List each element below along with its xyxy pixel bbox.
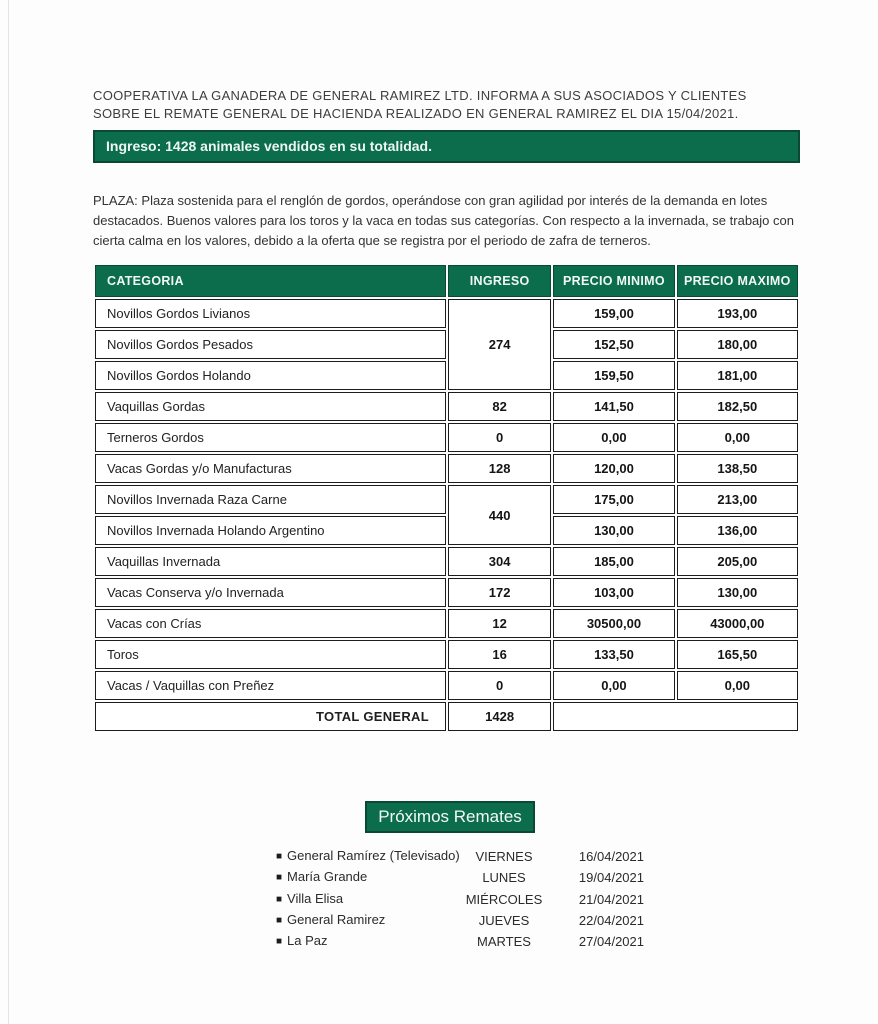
table-row: [95, 485, 798, 514]
precio-minimo-cell: 0,00: [553, 423, 674, 452]
precio-maximo-cell: 0,00: [677, 671, 798, 700]
precio-minimo-cell: 30500,00: [553, 609, 674, 638]
category-cell: Novillos Gordos Holando: [95, 361, 446, 390]
auction-place: [276, 931, 454, 952]
precio-minimo-cell: 141,50: [553, 392, 674, 421]
square-bullet-icon: ■: [276, 936, 283, 948]
ingreso-cell: 440: [448, 485, 551, 545]
table-row: [95, 423, 798, 452]
auction-date: 22/04/2021: [578, 912, 644, 928]
precio-minimo-cell: 130,00: [553, 516, 674, 545]
precio-maximo-cell: 193,00: [677, 299, 798, 328]
total-row: [95, 702, 798, 731]
ingreso-banner: Ingreso: 1428 animales vendidos en su totalidad.: [93, 130, 800, 163]
category-cell: Toros: [95, 640, 446, 669]
auction-place: [276, 910, 454, 931]
auction-results-table: [93, 263, 800, 733]
precio-maximo-cell: 180,00: [677, 330, 798, 359]
auction-date: 27/04/2021: [578, 934, 644, 950]
auction-day: JUEVES: [478, 912, 530, 928]
precio-maximo-cell: 213,00: [677, 485, 798, 514]
auction-day: VIERNES: [475, 849, 533, 864]
list-item: [276, 867, 644, 888]
auction-place-label: María Grande: [287, 869, 368, 885]
category-cell: Novillos Invernada Raza Carne: [95, 485, 446, 514]
ingreso-cell: 0: [448, 423, 551, 452]
upcoming-auctions-list: [276, 846, 644, 952]
precio-maximo-cell: 181,00: [677, 361, 798, 390]
auction-place-label: La Paz: [287, 933, 328, 949]
category-cell: Terneros Gordos: [95, 423, 446, 452]
precio-minimo-cell: 159,50: [553, 361, 674, 390]
auction-day: LUNES: [482, 870, 526, 886]
ingreso-cell: 304: [448, 547, 551, 576]
precio-minimo-cell: 175,00: [553, 485, 674, 514]
table-row: [95, 671, 798, 700]
list-item: [276, 846, 644, 867]
auction-place-label: Villa Elisa: [287, 890, 344, 906]
table-row: [95, 392, 798, 421]
list-item: [276, 931, 644, 952]
table-row: [95, 547, 798, 576]
plaza-paragraph: PLAZA: Plaza sostenida para el renglón de gordos, operándose con gran agilidad por interés de la demanda en lotes destacados. Buenos valores para los toros y la vaca en todas sus categorías. Con respecto a la invernada, se trabajo con cierta calma en los valores, debido a la oferta que se registra por el periodo de zafra de terneros.: [93, 193, 794, 248]
auction-place: [276, 889, 454, 910]
ingreso-cell: 172: [448, 578, 551, 607]
square-bullet-icon: ■: [276, 893, 283, 905]
square-bullet-icon: ■: [276, 872, 283, 884]
precio-maximo-cell: 182,50: [677, 392, 798, 421]
category-cell: Vacas Conserva y/o Invernada: [95, 578, 446, 607]
precio-minimo-cell: 133,50: [553, 640, 674, 669]
header-categoria: CATEGORIA: [95, 265, 446, 297]
table-header-row: [95, 265, 798, 297]
precio-minimo-cell: 103,00: [553, 578, 674, 607]
precio-minimo-cell: 0,00: [553, 671, 674, 700]
precio-maximo-cell: 0,00: [677, 423, 798, 452]
table-row: [95, 640, 798, 669]
table-row: [95, 516, 798, 545]
auction-date: 21/04/2021: [578, 891, 644, 907]
ingreso-cell: 0: [448, 671, 551, 700]
auction-place: [276, 846, 460, 867]
proximos-remates-banner: Próximos Remates: [365, 801, 535, 833]
category-cell: Novillos Invernada Holando Argentino: [95, 516, 446, 545]
precio-maximo-cell: 43000,00: [677, 609, 798, 638]
precio-maximo-cell: 165,50: [677, 640, 798, 669]
total-green-cell: [553, 702, 798, 731]
document-title: COOPERATIVA LA GANADERA DE GENERAL RAMIREZ LTD. INFORMA A SUS ASOCIADOS Y CLIENTES SOBRE EL REMATE GENERAL DE HACIENDA REALIZADO EN GENERAL RAMIREZ EL DIA 15/04/2021.: [93, 88, 747, 121]
ingreso-cell: 128: [448, 454, 551, 483]
table-row: [95, 609, 798, 638]
precio-maximo-cell: 136,00: [677, 516, 798, 545]
square-bullet-icon: ■: [276, 914, 283, 926]
auction-date: 16/04/2021: [578, 849, 644, 864]
category-cell: Vacas / Vaquillas con Preñez: [95, 671, 446, 700]
table-row: [95, 299, 798, 328]
table-row: [95, 330, 798, 359]
list-item: [276, 910, 644, 931]
table-row: [95, 361, 798, 390]
auction-day: MARTES: [477, 934, 531, 950]
total-label: TOTAL GENERAL: [95, 702, 446, 731]
category-cell: Vaquillas Invernada: [95, 547, 446, 576]
precio-minimo-cell: 185,00: [553, 547, 674, 576]
precio-minimo-cell: 159,00: [553, 299, 674, 328]
page-edge-line: [8, 0, 9, 1024]
category-cell: Vacas con Crías: [95, 609, 446, 638]
category-cell: Novillos Gordos Pesados: [95, 330, 446, 359]
precio-maximo-cell: 130,00: [677, 578, 798, 607]
category-cell: Vacas Gordas y/o Manufacturas: [95, 454, 446, 483]
ingreso-cell: 82: [448, 392, 551, 421]
auction-place-label: General Ramirez: [287, 911, 386, 927]
precio-minimo-cell: 152,50: [553, 330, 674, 359]
auction-date: 19/04/2021: [578, 870, 644, 886]
precio-maximo-cell: 205,00: [677, 547, 798, 576]
ingreso-cell: 274: [448, 299, 551, 390]
header-ingreso: INGRESO: [448, 265, 551, 297]
precio-maximo-cell: 138,50: [677, 454, 798, 483]
list-item: [276, 889, 644, 910]
square-bullet-icon: ■: [276, 851, 283, 862]
auction-place-label: General Ramírez (Televisado): [287, 848, 460, 863]
table-row: [95, 578, 798, 607]
header-precio-minimo: PRECIO MINIMO: [553, 265, 674, 297]
category-cell: Vaquillas Gordas: [95, 392, 446, 421]
ingreso-cell: 12: [448, 609, 551, 638]
table-row: [95, 454, 798, 483]
ingreso-cell: 16: [448, 640, 551, 669]
total-ingreso-value: 1428: [448, 702, 551, 731]
header-precio-maximo: PRECIO MAXIMO: [677, 265, 798, 297]
category-cell: Novillos Gordos Livianos: [95, 299, 446, 328]
precio-minimo-cell: 120,00: [553, 454, 674, 483]
auction-day: MIÉRCOLES: [465, 891, 543, 907]
auction-place: [276, 867, 454, 888]
